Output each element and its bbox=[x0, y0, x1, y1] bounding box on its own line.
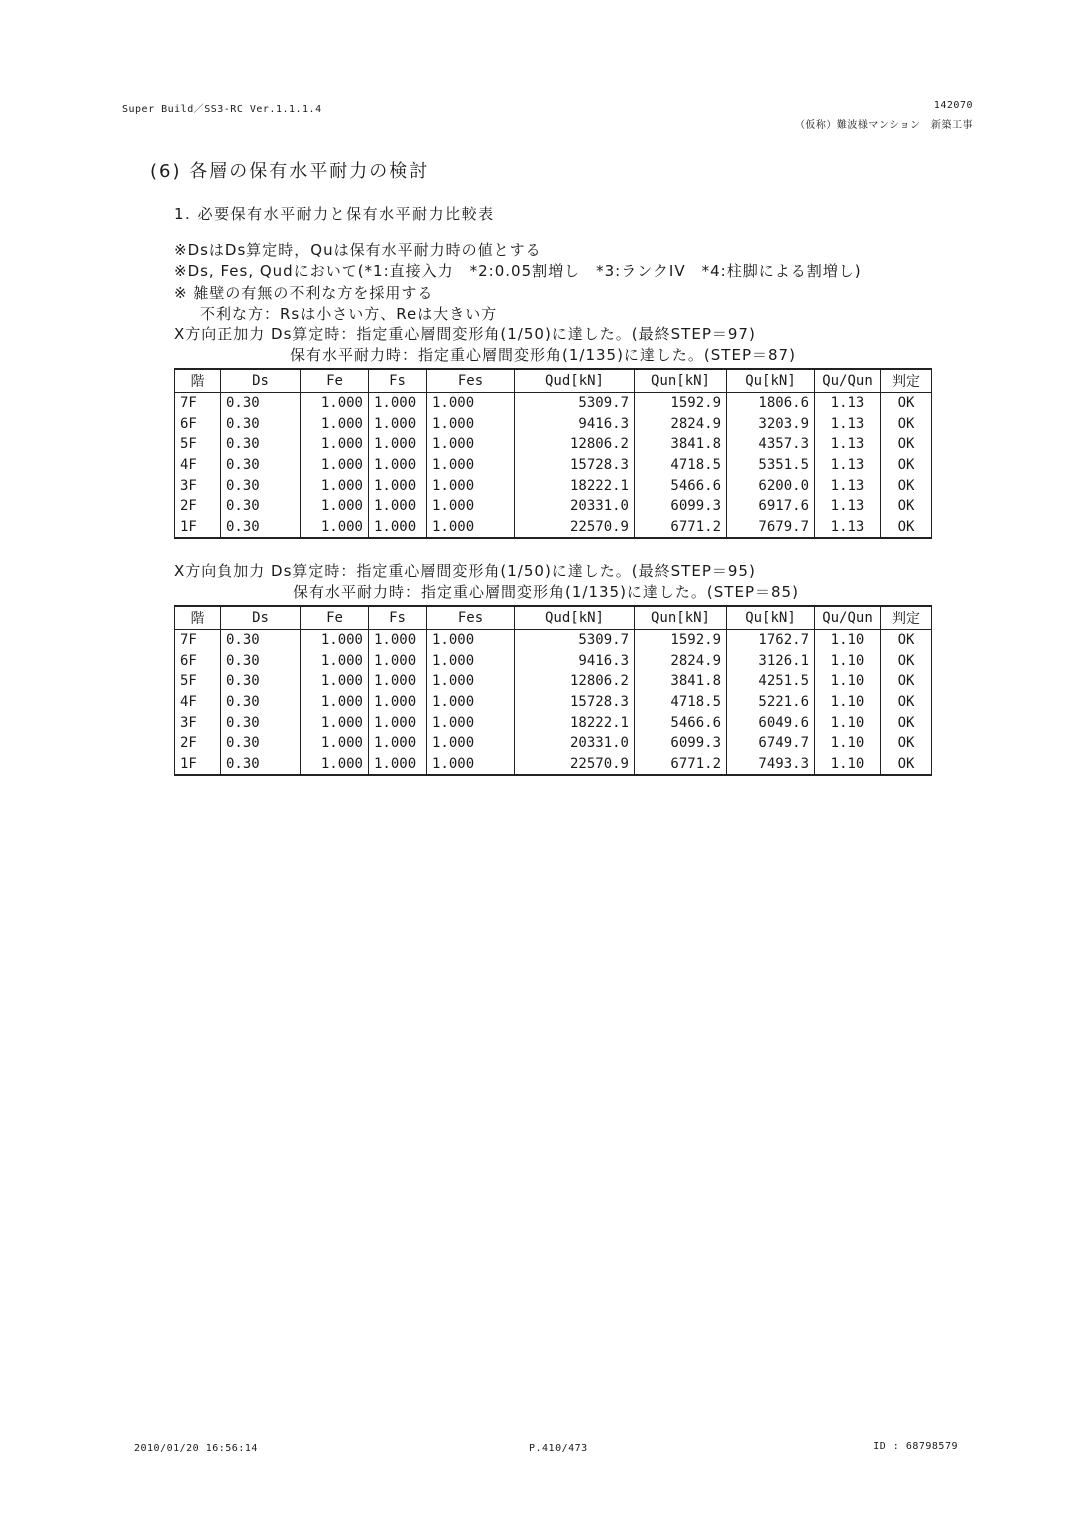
project-name: （仮称）難波様マンション 新築工事 bbox=[794, 120, 973, 131]
cell-fe: 1.000 bbox=[301, 475, 369, 496]
cell-judgement: OK bbox=[881, 434, 932, 455]
cell-fes: 1.000 bbox=[427, 517, 515, 539]
cell-ds: 0.30 bbox=[221, 414, 301, 435]
col-header-floor: 階 bbox=[175, 606, 221, 630]
cell-ds: 0.30 bbox=[221, 393, 301, 414]
cell-qu: 3203.9 bbox=[727, 414, 815, 435]
cell-fes: 1.000 bbox=[427, 671, 515, 692]
cell-fes: 1.000 bbox=[427, 455, 515, 476]
cell-qud: 5309.7 bbox=[515, 393, 635, 414]
cell-fe: 1.000 bbox=[301, 692, 369, 713]
cell-floor: 5F bbox=[175, 671, 221, 692]
cell-fes: 1.000 bbox=[427, 475, 515, 496]
cell-qu: 1806.6 bbox=[727, 393, 815, 414]
cell-ratio: 1.13 bbox=[815, 393, 881, 414]
cell-fes: 1.000 bbox=[427, 692, 515, 713]
cell-fe: 1.000 bbox=[301, 630, 369, 651]
cell-fe: 1.000 bbox=[301, 455, 369, 476]
cell-ratio: 1.13 bbox=[815, 517, 881, 539]
cell-fs: 1.000 bbox=[369, 671, 427, 692]
cell-ratio: 1.10 bbox=[815, 630, 881, 651]
cell-qud: 9416.3 bbox=[515, 651, 635, 672]
cell-ds: 0.30 bbox=[221, 712, 301, 733]
cell-fes: 1.000 bbox=[427, 712, 515, 733]
cell-floor: 3F bbox=[175, 475, 221, 496]
subsection-title: 1. 必要保有水平耐力と保有水平耐力比較表 bbox=[174, 205, 495, 223]
cell-floor: 3F bbox=[175, 712, 221, 733]
print-timestamp: 2010/01/20 16:56:14 bbox=[134, 1443, 258, 1454]
cell-judgement: OK bbox=[881, 733, 932, 754]
cell-fe: 1.000 bbox=[301, 712, 369, 733]
table-row bbox=[175, 733, 932, 754]
col-header-judgement: 判定 bbox=[881, 369, 932, 393]
table-row bbox=[175, 455, 932, 476]
cell-floor: 6F bbox=[175, 414, 221, 435]
table2-caption-line2: 保有水平耐力時：指定重心層間変形角(1/135)に達した。(STEP＝85) bbox=[293, 583, 799, 601]
cell-qu: 6917.6 bbox=[727, 496, 815, 517]
table1-caption-line2: 保有水平耐力時：指定重心層間変形角(1/135)に達した。(STEP＝87) bbox=[290, 346, 796, 364]
job-number: 142070 bbox=[933, 100, 973, 111]
cell-judgement: OK bbox=[881, 630, 932, 651]
cell-fe: 1.000 bbox=[301, 393, 369, 414]
cell-judgement: OK bbox=[881, 754, 932, 776]
cell-ds: 0.30 bbox=[221, 733, 301, 754]
table-row bbox=[175, 475, 932, 496]
cell-floor: 1F bbox=[175, 517, 221, 539]
table-row bbox=[175, 393, 932, 414]
cell-floor: 4F bbox=[175, 692, 221, 713]
cell-qun: 5466.6 bbox=[635, 712, 727, 733]
cell-qun: 2824.9 bbox=[635, 414, 727, 435]
cell-qun: 1592.9 bbox=[635, 630, 727, 651]
cell-fe: 1.000 bbox=[301, 671, 369, 692]
cell-judgement: OK bbox=[881, 692, 932, 713]
cell-qun: 6771.2 bbox=[635, 754, 727, 776]
cell-fs: 1.000 bbox=[369, 712, 427, 733]
cell-qun: 3841.8 bbox=[635, 434, 727, 455]
cell-qud: 18222.1 bbox=[515, 712, 635, 733]
cell-qun: 6099.3 bbox=[635, 496, 727, 517]
col-header-qud: Qud[kN] bbox=[515, 369, 635, 393]
cell-ratio: 1.10 bbox=[815, 754, 881, 776]
table-row bbox=[175, 712, 932, 733]
cell-qu: 4357.3 bbox=[727, 434, 815, 455]
cell-fs: 1.000 bbox=[369, 414, 427, 435]
section-title: (6) 各層の保有水平耐力の検討 bbox=[150, 161, 430, 182]
col-header-fes: Fes bbox=[427, 606, 515, 630]
cell-qud: 12806.2 bbox=[515, 434, 635, 455]
table-row bbox=[175, 692, 932, 713]
note-3: ※ 雑壁の有無の不利な方を採用する bbox=[174, 284, 434, 302]
cell-fes: 1.000 bbox=[427, 630, 515, 651]
col-header-judgement: 判定 bbox=[881, 606, 932, 630]
col-header-qu: Qu[kN] bbox=[727, 369, 815, 393]
cell-floor: 7F bbox=[175, 393, 221, 414]
col-header-ds: Ds bbox=[221, 369, 301, 393]
cell-qud: 15728.3 bbox=[515, 692, 635, 713]
cell-ds: 0.30 bbox=[221, 517, 301, 539]
software-version: Super Build／SS3-RC Ver.1.1.1.4 bbox=[122, 104, 322, 115]
col-header-qun: Qun[kN] bbox=[635, 369, 727, 393]
table-x-negative bbox=[174, 605, 932, 776]
cell-qun: 5466.6 bbox=[635, 475, 727, 496]
cell-judgement: OK bbox=[881, 414, 932, 435]
page-number: P.410/473 bbox=[529, 1443, 588, 1454]
cell-qud: 22570.9 bbox=[515, 754, 635, 776]
cell-qu: 5351.5 bbox=[727, 455, 815, 476]
cell-ratio: 1.13 bbox=[815, 414, 881, 435]
cell-fe: 1.000 bbox=[301, 733, 369, 754]
cell-fe: 1.000 bbox=[301, 434, 369, 455]
cell-fes: 1.000 bbox=[427, 496, 515, 517]
table-row bbox=[175, 434, 932, 455]
note-2: ※Ds, Fes, Qudにおいて(*1:直接入力 *2:0.05割増し *3:ランクIV *4:柱脚による割増し) bbox=[174, 262, 862, 280]
cell-ratio: 1.13 bbox=[815, 434, 881, 455]
cell-fes: 1.000 bbox=[427, 434, 515, 455]
cell-fes: 1.000 bbox=[427, 733, 515, 754]
table-row bbox=[175, 651, 932, 672]
cell-fe: 1.000 bbox=[301, 651, 369, 672]
cell-fes: 1.000 bbox=[427, 754, 515, 776]
col-header-fe: Fe bbox=[301, 606, 369, 630]
document-id: ID : 68798579 bbox=[873, 1441, 958, 1452]
cell-qud: 20331.0 bbox=[515, 733, 635, 754]
cell-ds: 0.30 bbox=[221, 692, 301, 713]
cell-fs: 1.000 bbox=[369, 651, 427, 672]
cell-qun: 4718.5 bbox=[635, 455, 727, 476]
cell-judgement: OK bbox=[881, 712, 932, 733]
cell-qun: 6099.3 bbox=[635, 733, 727, 754]
cell-ratio: 1.10 bbox=[815, 733, 881, 754]
cell-fe: 1.000 bbox=[301, 517, 369, 539]
cell-judgement: OK bbox=[881, 393, 932, 414]
table-row bbox=[175, 630, 932, 651]
col-header-qud: Qud[kN] bbox=[515, 606, 635, 630]
table-row bbox=[175, 517, 932, 539]
cell-fs: 1.000 bbox=[369, 692, 427, 713]
cell-floor: 5F bbox=[175, 434, 221, 455]
cell-ds: 0.30 bbox=[221, 475, 301, 496]
cell-qu: 6200.0 bbox=[727, 475, 815, 496]
cell-fs: 1.000 bbox=[369, 630, 427, 651]
cell-floor: 2F bbox=[175, 496, 221, 517]
cell-floor: 6F bbox=[175, 651, 221, 672]
cell-fs: 1.000 bbox=[369, 455, 427, 476]
cell-ds: 0.30 bbox=[221, 630, 301, 651]
col-header-ratio: Qu/Qun bbox=[815, 369, 881, 393]
table-row bbox=[175, 754, 932, 776]
cell-ds: 0.30 bbox=[221, 434, 301, 455]
cell-ratio: 1.10 bbox=[815, 692, 881, 713]
col-header-floor: 階 bbox=[175, 369, 221, 393]
cell-qun: 4718.5 bbox=[635, 692, 727, 713]
note-1: ※DsはDs算定時，Quは保有水平耐力時の値とする bbox=[174, 241, 542, 259]
cell-qud: 5309.7 bbox=[515, 630, 635, 651]
col-header-ratio: Qu/Qun bbox=[815, 606, 881, 630]
cell-qun: 1592.9 bbox=[635, 393, 727, 414]
cell-floor: 1F bbox=[175, 754, 221, 776]
table-x-positive bbox=[174, 368, 932, 539]
cell-ratio: 1.13 bbox=[815, 475, 881, 496]
cell-fs: 1.000 bbox=[369, 496, 427, 517]
table2-caption-line1: X方向負加力 Ds算定時：指定重心層間変形角(1/50)に達した。(最終STEP＝95) bbox=[174, 562, 756, 580]
cell-qun: 6771.2 bbox=[635, 517, 727, 539]
cell-qud: 15728.3 bbox=[515, 455, 635, 476]
cell-qu: 6749.7 bbox=[727, 733, 815, 754]
cell-fe: 1.000 bbox=[301, 496, 369, 517]
cell-judgement: OK bbox=[881, 475, 932, 496]
cell-ds: 0.30 bbox=[221, 496, 301, 517]
cell-fe: 1.000 bbox=[301, 754, 369, 776]
cell-fs: 1.000 bbox=[369, 517, 427, 539]
cell-ratio: 1.13 bbox=[815, 455, 881, 476]
col-header-ds: Ds bbox=[221, 606, 301, 630]
cell-fs: 1.000 bbox=[369, 754, 427, 776]
cell-qud: 18222.1 bbox=[515, 475, 635, 496]
cell-ratio: 1.10 bbox=[815, 712, 881, 733]
cell-fes: 1.000 bbox=[427, 393, 515, 414]
cell-qu: 1762.7 bbox=[727, 630, 815, 651]
col-header-fs: Fs bbox=[369, 369, 427, 393]
col-header-fe: Fe bbox=[301, 369, 369, 393]
cell-fes: 1.000 bbox=[427, 651, 515, 672]
cell-fs: 1.000 bbox=[369, 475, 427, 496]
col-header-fs: Fs bbox=[369, 606, 427, 630]
cell-ratio: 1.10 bbox=[815, 651, 881, 672]
cell-fs: 1.000 bbox=[369, 733, 427, 754]
cell-judgement: OK bbox=[881, 671, 932, 692]
cell-qud: 12806.2 bbox=[515, 671, 635, 692]
cell-ratio: 1.10 bbox=[815, 671, 881, 692]
note-4: 不利な方：Rsは小さい方、Reは大きい方 bbox=[200, 305, 498, 323]
cell-ds: 0.30 bbox=[221, 754, 301, 776]
cell-qud: 22570.9 bbox=[515, 517, 635, 539]
col-header-fes: Fes bbox=[427, 369, 515, 393]
cell-judgement: OK bbox=[881, 496, 932, 517]
cell-qun: 2824.9 bbox=[635, 651, 727, 672]
cell-qu: 5221.6 bbox=[727, 692, 815, 713]
cell-floor: 2F bbox=[175, 733, 221, 754]
cell-qu: 7493.3 bbox=[727, 754, 815, 776]
cell-qu: 6049.6 bbox=[727, 712, 815, 733]
cell-qu: 4251.5 bbox=[727, 671, 815, 692]
table-row bbox=[175, 414, 932, 435]
cell-judgement: OK bbox=[881, 517, 932, 539]
cell-floor: 7F bbox=[175, 630, 221, 651]
cell-ds: 0.30 bbox=[221, 455, 301, 476]
table-row bbox=[175, 496, 932, 517]
cell-qu: 3126.1 bbox=[727, 651, 815, 672]
cell-ratio: 1.13 bbox=[815, 496, 881, 517]
cell-qu: 7679.7 bbox=[727, 517, 815, 539]
col-header-qu: Qu[kN] bbox=[727, 606, 815, 630]
cell-qud: 20331.0 bbox=[515, 496, 635, 517]
cell-floor: 4F bbox=[175, 455, 221, 476]
col-header-qun: Qun[kN] bbox=[635, 606, 727, 630]
cell-qun: 3841.8 bbox=[635, 671, 727, 692]
cell-fe: 1.000 bbox=[301, 414, 369, 435]
cell-fes: 1.000 bbox=[427, 414, 515, 435]
cell-fs: 1.000 bbox=[369, 434, 427, 455]
cell-ds: 0.30 bbox=[221, 671, 301, 692]
cell-judgement: OK bbox=[881, 455, 932, 476]
cell-ds: 0.30 bbox=[221, 651, 301, 672]
cell-fs: 1.000 bbox=[369, 393, 427, 414]
table-row bbox=[175, 671, 932, 692]
table1-caption-line1: X方向正加力 Ds算定時：指定重心層間変形角(1/50)に達した。(最終STEP＝97) bbox=[174, 325, 756, 343]
cell-qud: 9416.3 bbox=[515, 414, 635, 435]
cell-judgement: OK bbox=[881, 651, 932, 672]
